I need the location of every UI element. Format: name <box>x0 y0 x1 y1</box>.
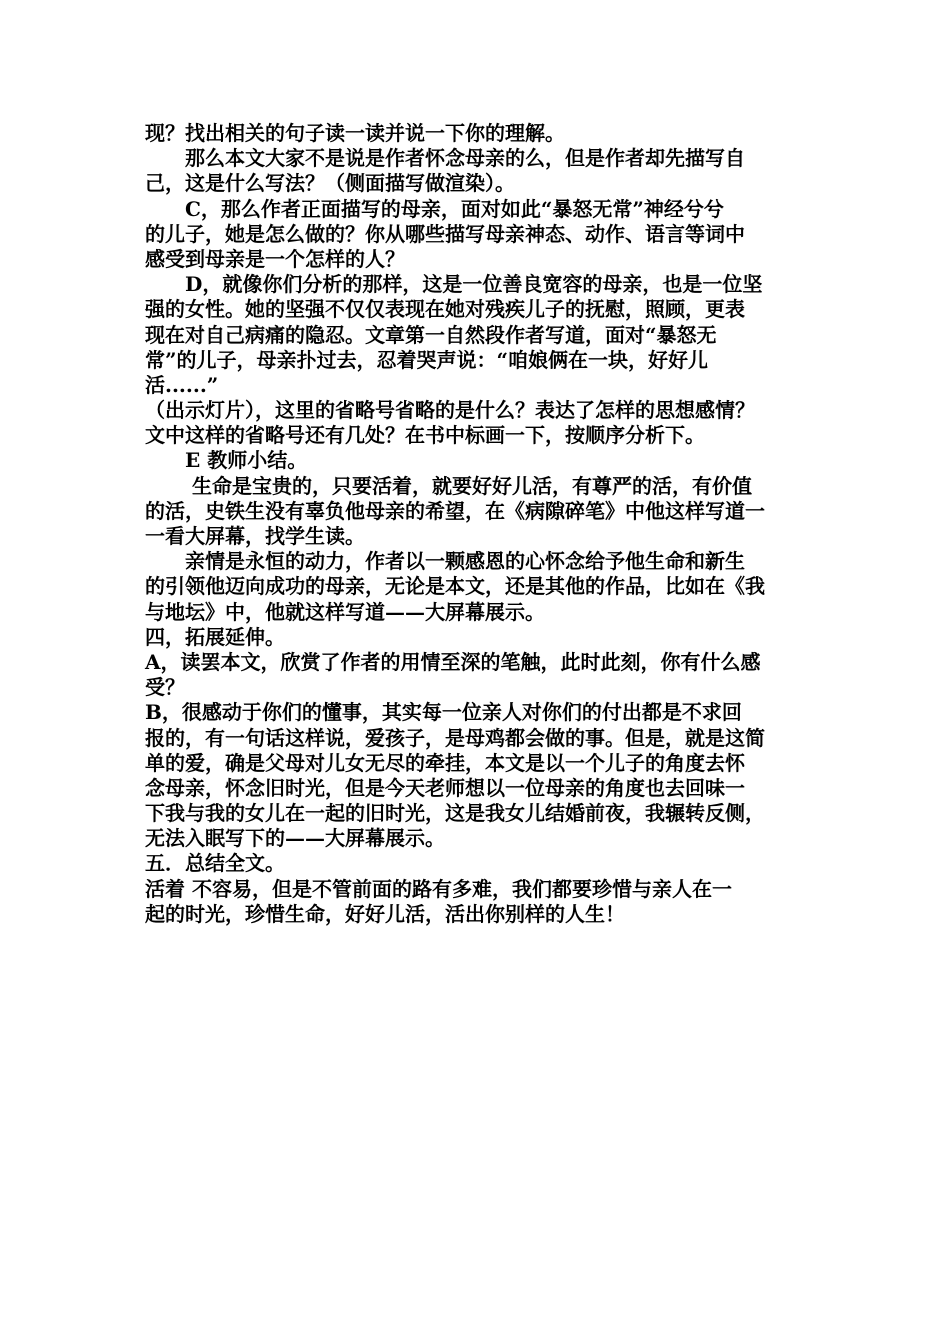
text-line: 活......” <box>145 372 219 397</box>
text-line: 现？找出相关的句子读一读并说一下你的理解。 <box>145 121 565 145</box>
text-line: 一看大屏幕，找学生读。 <box>145 524 365 548</box>
text-line: 五．总结全文。 <box>145 851 285 876</box>
text-line: B，很感动于你们的懂事，其实每一位亲人对你们的付出都是不求回 <box>145 700 742 725</box>
text-line: 与地坛》中，他就这样写道——大屏幕展示。 <box>145 599 545 624</box>
text-line: 现在对自己病痛的隐忍。文章第一自然段作者写道，面对“暴怒无 <box>145 322 717 347</box>
text-line: 念母亲，怀念旧时光，但是今天老师想以一位母亲的角度也去回味一 <box>145 775 745 800</box>
text-line: 那么本文大家不是说是作者怀念母亲的么，但是作者却先描写自 <box>145 146 745 171</box>
text-line: 己，这是什么写法？（侧面描写做渲染）。 <box>145 171 515 196</box>
text-line: 的引领他迈向成功的母亲，无论是本文，还是其他的作品，比如在《我 <box>145 574 765 599</box>
text-line: 无法入眠写下的——大屏幕展示。 <box>145 826 445 851</box>
text-line: 下我与我的女儿在一起的旧时光，这是我女儿结婚前夜，我辗转反侧， <box>145 801 765 826</box>
document-page <box>145 121 815 927</box>
text-line: 感受到母亲是一个怎样的人？ <box>145 246 405 271</box>
text-line: 报的，有一句话这样说，爱孩子，是母鸡都会做的事。但是，就是这简 <box>145 725 765 750</box>
text-line: 强的女性。她的坚强不仅仅表现在她对残疾儿子的抚慰，照顾，更表 <box>145 297 745 322</box>
text-line: 起的时光，珍惜生命，好好儿活，活出你别样的人生！ <box>145 901 625 926</box>
text-line: 活着 不容易，但是不管前面的路有多难，我们都要珍惜与亲人在一 <box>145 876 732 901</box>
text-line: 单的爱，确是父母对儿女无尽的牵挂，本文是以一个儿子的角度去怀 <box>145 750 745 775</box>
text-line: A，读罢本文，欣赏了作者的用情至深的笔触，此时此刻，你有什么感 <box>145 649 761 674</box>
text-line: 生命是宝贵的，只要活着，就要好好儿活，有尊严的活，有价值 <box>145 473 752 498</box>
text-line: 受？ <box>145 675 185 700</box>
text-line: D，就像你们分析的那样，这是一位善良宽容的母亲，也是一位坚 <box>145 272 763 297</box>
text-line: 文中这样的省略号还有几处？在书中标画一下，按顺序分析下。 <box>145 423 705 448</box>
text-line: 亲情是永恒的动力，作者以一颗感恩的心怀念给予他生命和新生 <box>145 549 745 574</box>
text-line: E 教师小结。 <box>145 448 308 473</box>
text-line: 的活，史铁生没有辜负他母亲的希望，在《病隙碎笔》中他这样写道一 <box>145 498 765 523</box>
text-line: 四，拓展延伸。 <box>145 624 285 649</box>
text-line: （出示灯片），这里的省略号省略的是什么？表达了怎样的思想感情？ <box>145 398 755 423</box>
text-line: 的儿子，她是怎么做的？你从哪些描写母亲神态、动作、语言等词中 <box>145 221 745 246</box>
text-line: 常”的儿子，母亲扑过去，忍着哭声说：“咱娘俩在一块，好好儿 <box>145 347 709 372</box>
text-line: C，那么作者正面描写的母亲，面对如此“暴怒无常”神经兮兮 <box>145 196 724 221</box>
